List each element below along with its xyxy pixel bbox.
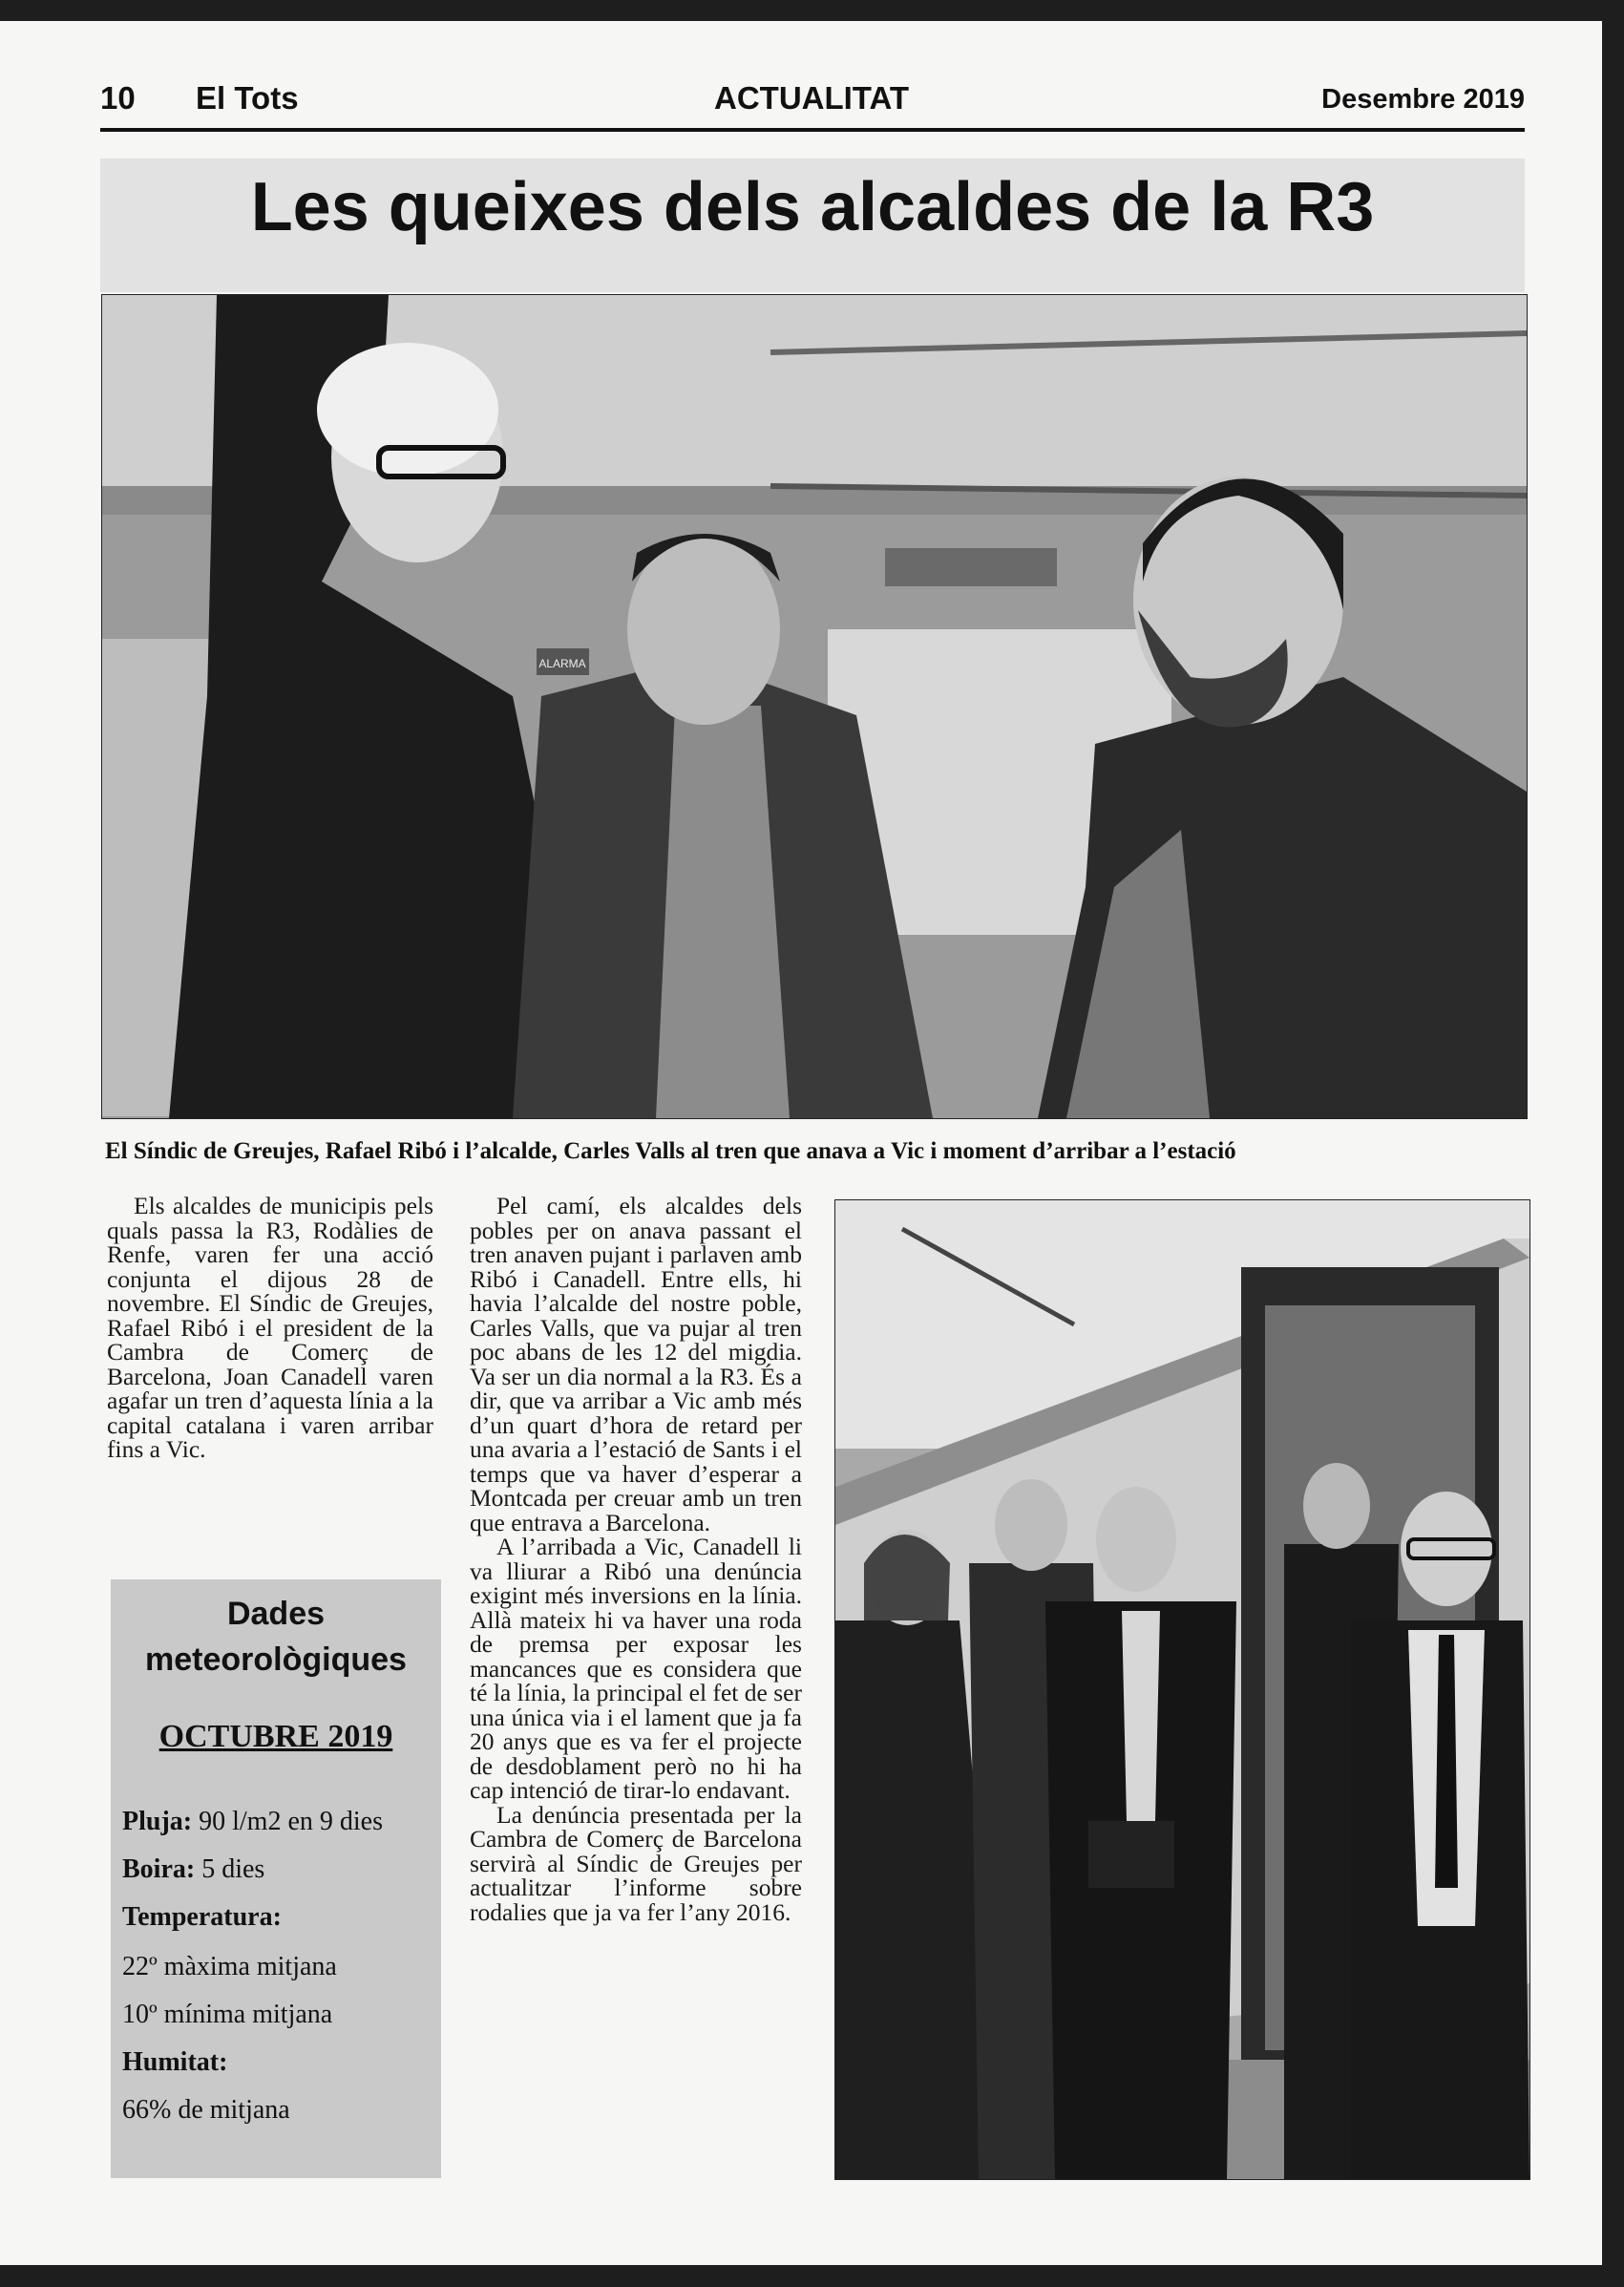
masthead: El Tots: [196, 80, 299, 116]
weather-humidity-label: Humitat:: [122, 2047, 228, 2077]
headline: Les queixes dels alcaldes de la R3: [250, 169, 1375, 245]
weather-rain: Pluja: 90 l/m2 en 9 dies: [122, 1807, 383, 1836]
article-paragraph: Els alcaldes de municipis pels quals passa la R3, Rodàlies de Renfe, varen fer una acció conjunta el dijous 28 de novembre. El Síndic de Greujes, Rafael Ribó i el president de la Cambra de Comerç de Barcelona, Joan Canadell varen agafar un tren d’aquesta línia a la capital catalana i varen arribar fins a Vic.: [107, 1192, 433, 1463]
weather-temp-max: 22º màxima mitjana: [122, 1952, 337, 1981]
article-column-1: [107, 1194, 433, 1462]
header-rule: [100, 128, 1525, 132]
weather-month: OCTUBRE 2019: [158, 1719, 393, 1754]
weather-temp-min: 10º mínima mitjana: [122, 2000, 333, 2029]
weather-fog: Boira: 5 dies: [122, 1854, 265, 1884]
alarm-sign: ALARMA: [538, 657, 586, 670]
platform-photo: [834, 1199, 1530, 2180]
article-paragraph: La denúncia presentada per la Cambra de Comerç de Barcelona servirà al Síndic de Greujes per actualitzar l’informe sobre rodalies que ja va fer l’any 2016.: [470, 1800, 802, 1926]
photo-caption: El Síndic de Greujes, Rafael Ribó i l’alcalde, Carles Valls al tren que anava a Vic i moment d’arribar a l’estació: [105, 1138, 1236, 1164]
main-photo: [101, 294, 1528, 1119]
section-name: ACTUALITAT: [714, 80, 910, 116]
weather-box: [111, 1579, 441, 2178]
page-number: 10: [100, 80, 136, 116]
weather-heading: Dades meteorològiques: [145, 1596, 407, 1678]
page-header: [100, 80, 1525, 128]
article-paragraph: A l’arribada a Vic, Canadell li va lliurar a Ribó una denúncia exigint més inversions en la línia. Allà mateix hi va haver una roda de premsa per exposar les mancances que es considera que té la línia, la principal el fet de ser una única via i el lament que ja fa 20 anys que es va fer el projecte de desdoblament però no hi ha cap intenció de tirar-lo endavant.: [470, 1533, 802, 1804]
weather-temp-label: Temperatura:: [122, 1902, 282, 1932]
weather-humidity: 66% de mitjana: [122, 2095, 290, 2125]
issue-date: Desembre 2019: [1321, 84, 1525, 115]
headline-box: [100, 159, 1525, 292]
article-paragraph: Pel camí, els alcaldes dels pobles per on anava passant el tren anaven pujant i parlaven amb Ribó i Canadell. Entre ells, hi havia l’alcalde del nostre poble, Carles Valls, que va pujar al tren poc abans de les 12 del migdia. Va ser un dia normal a la R3. És a dir, que va arribar a Vic amb més d’un quart d’hora de retard per una avaria a l’estació de Sants i el temps que va haver d’esperar a Montcada per creuar amb un tren que entrava a Barcelona.: [470, 1192, 802, 1536]
article-column-2: [470, 1194, 802, 1924]
